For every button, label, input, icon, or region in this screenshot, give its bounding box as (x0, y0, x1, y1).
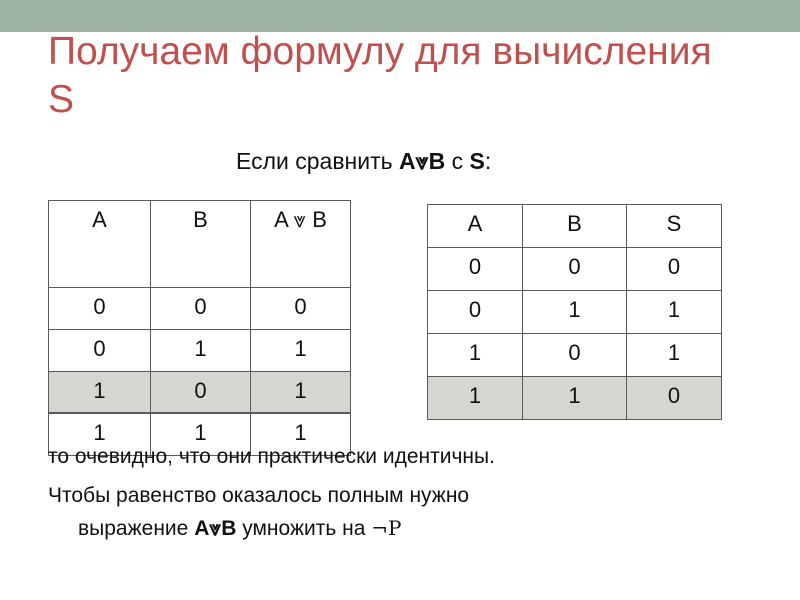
table1-cell: 1 (49, 372, 151, 414)
table2-cell: 0 (523, 248, 627, 291)
table2-cell: 0 (428, 248, 523, 291)
compare-variable: S (469, 148, 485, 174)
table2-cell: 1 (428, 334, 523, 377)
table1-cell: 1 (251, 330, 351, 372)
table1-cell: 1 (251, 372, 351, 414)
table2-row (428, 291, 722, 334)
table1-cell: 1 (151, 414, 251, 456)
table1-cell: 0 (151, 288, 251, 330)
table1-header-cell: B (151, 201, 251, 288)
table1-row (49, 288, 351, 330)
table1-row (49, 330, 351, 372)
table1-cell: 1 (251, 414, 351, 456)
instruction-line-2 (48, 512, 698, 545)
table1-cell: 0 (251, 288, 351, 330)
compare-suffix: : (484, 148, 492, 174)
table1-header-cell: A (49, 201, 151, 288)
table2-cell: 0 (627, 248, 722, 291)
slide-title (48, 28, 768, 124)
conclusion-text: то очевидно, что они практически идентичны. (48, 445, 495, 468)
table2-header-row (428, 205, 722, 248)
instruction-expression: A⩔B (194, 517, 237, 540)
table2-header-cell: B (523, 205, 627, 248)
negation-p: ¬P (371, 516, 402, 540)
table1-cell: 0 (49, 288, 151, 330)
table2-row-highlighted (428, 377, 722, 420)
table2-row (428, 248, 722, 291)
compare-middle: с (445, 148, 470, 174)
instruction-prefix: выражение (78, 517, 195, 540)
truth-table-s (427, 204, 722, 420)
table1-header-row (49, 201, 351, 288)
table1-cell: 1 (151, 330, 251, 372)
table1-cell: 0 (151, 372, 251, 414)
table2-cell: 0 (523, 334, 627, 377)
table1-divider-line (48, 412, 350, 413)
table2-cell: 0 (627, 377, 722, 420)
table1-header-cell: A ⩔ B (251, 201, 351, 288)
table1-cell: 0 (49, 330, 151, 372)
instruction-text (48, 480, 698, 545)
instruction-line-1: Чтобы равенство оказалось полным нужно (48, 484, 470, 507)
slide-title-line-2: S (48, 78, 75, 121)
table2-cell: 1 (428, 377, 523, 420)
table2-cell: 1 (627, 291, 722, 334)
compare-prefix: Если сравнить (236, 148, 399, 174)
table2-header-cell: S (627, 205, 722, 248)
table2-cell: 0 (428, 291, 523, 334)
table2-cell: 1 (523, 291, 627, 334)
instruction-middle: умножить на (236, 517, 372, 540)
compare-caption (236, 148, 491, 175)
table2-cell: 1 (523, 377, 627, 420)
truth-table-a-or-b (48, 200, 351, 456)
table2-header-cell: A (428, 205, 523, 248)
slide-title-line-1: Получаем формулу для вычисления (48, 30, 712, 73)
table2-row (428, 334, 722, 377)
compare-expression: A⩔B (399, 148, 446, 174)
table1-row-highlighted (49, 372, 351, 414)
table1-cell: 1 (49, 414, 151, 456)
table2-cell: 1 (627, 334, 722, 377)
